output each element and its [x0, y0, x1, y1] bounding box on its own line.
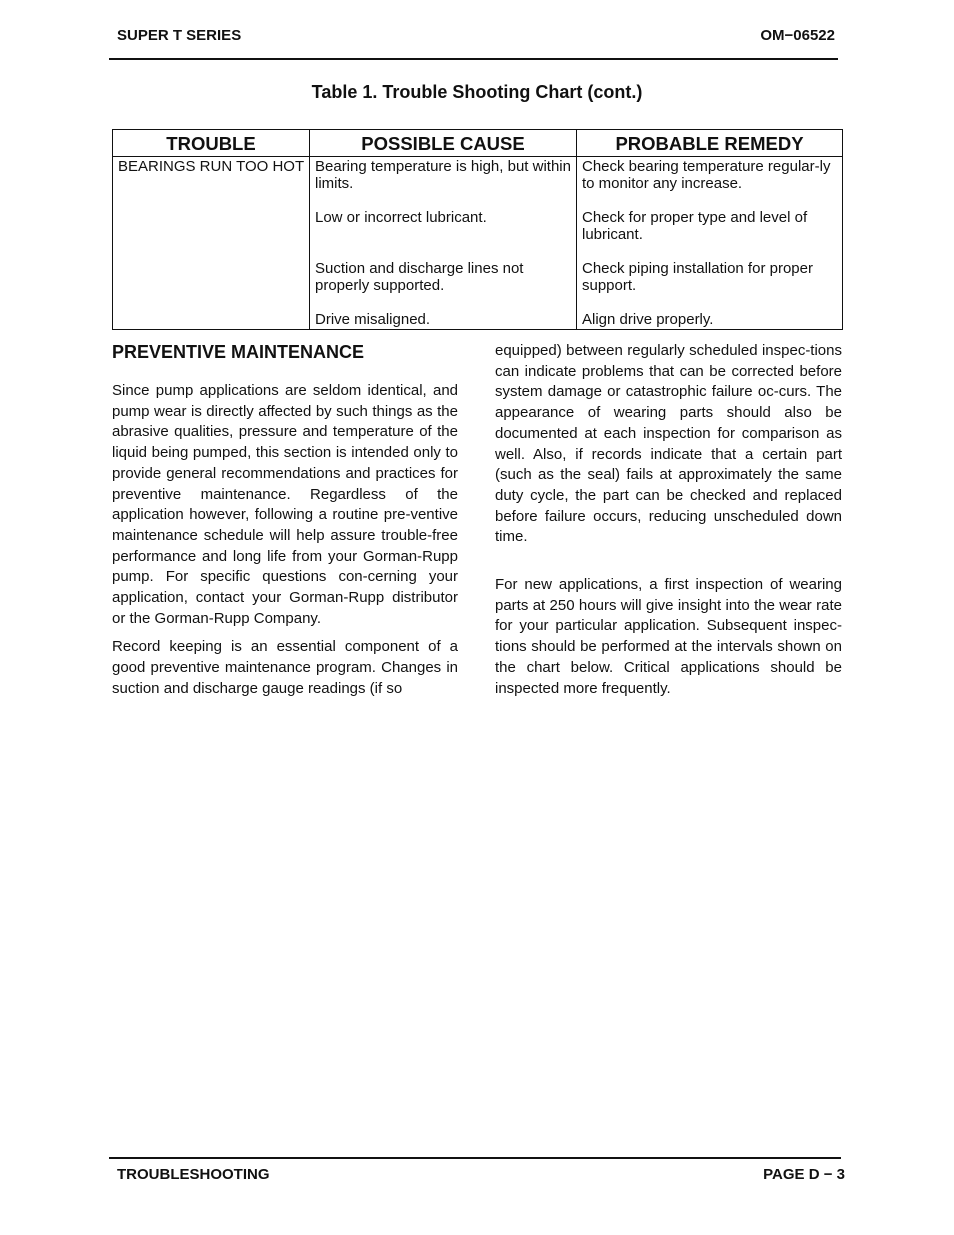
cause-entry: Drive misaligned.	[315, 311, 431, 328]
remedy-entry: Check bearing temperature regular-ly to monitor any increase.	[582, 158, 831, 192]
trouble-shooting-table	[112, 129, 843, 330]
text-column-left	[112, 381, 458, 700]
body-paragraph: Record keeping is an essential component of a good preventive maintenance program. Changes in suction and discharge gauge readings (if so	[112, 638, 458, 697]
page-number: PAGE D − 3	[763, 1166, 845, 1183]
table-header-row	[113, 130, 843, 157]
cause-entry: Bearing temperature is high, but within limits.	[315, 158, 571, 192]
remedy-entry: Check piping installation for proper support.	[582, 260, 813, 294]
column-header-probable-remedy: PROBABLE REMEDY	[577, 130, 843, 157]
text-column-right	[495, 341, 842, 699]
trouble-text: BEARINGS RUN TOO HOT	[118, 158, 305, 175]
body-paragraph: equipped) between regularly scheduled inspec-tions can indicate problems that can be corrected before system damage or catastrophic failure oc-curs. The appearance of wearing parts should also be documented at each inspection for comparison as well. Also, if records indicate that a certain part (such as the seal) fails at approximately the same duty cycle, the part can be checked and replaced before failure occurs, reducing unscheduled down time.	[495, 342, 842, 546]
column-header-trouble: TROUBLE	[113, 130, 310, 157]
column-header-possible-cause: POSSIBLE CAUSE	[310, 130, 577, 157]
body-paragraph: Since pump applications are seldom identical, and pump wear is directly affected by such things as the abrasive qualities, pressure and temperature of the liquid being pumped, this section is intended only to provide general recommendations and practices for preventive maintenance. Regardless of the application however, following a routine pre-ventive maintenance schedule will help assure trouble-free performance and long life from your Gorman-Rupp pump. For specific questions con-cerning your application, contact your Gorman-Rupp distributor or the Gorman-Rupp Company.	[112, 382, 458, 627]
remedy-entry: Check for proper type and level of lubricant.	[582, 209, 808, 243]
probable-remedy-cell	[577, 157, 843, 330]
footer-rule	[109, 1157, 841, 1159]
table-row	[113, 157, 843, 330]
running-footer-chapter: TROUBLESHOOTING	[117, 1166, 270, 1183]
table-title: Table 1. Trouble Shooting Chart (cont.)	[311, 82, 643, 102]
cause-entry: Low or incorrect lubricant.	[315, 209, 487, 226]
cause-entry: Suction and discharge lines not properly supported.	[315, 260, 524, 294]
body-paragraph: For new applications, a first inspection of wearing parts at 250 hours will give insight into the wear rate for your particular application. Subsequent inspec-tions should be performed at the intervals shown on the chart below. Critical applications should be inspected more frequently.	[495, 576, 842, 697]
possible-cause-cell	[310, 157, 577, 330]
section-heading: PREVENTIVE MAINTENANCE	[112, 342, 365, 362]
header-rule	[109, 58, 838, 60]
running-header-doc-number: OM−06522	[760, 27, 835, 44]
running-header-series: SUPER T SERIES	[117, 27, 242, 44]
trouble-cell	[113, 157, 310, 330]
remedy-entry: Align drive properly.	[582, 311, 714, 328]
